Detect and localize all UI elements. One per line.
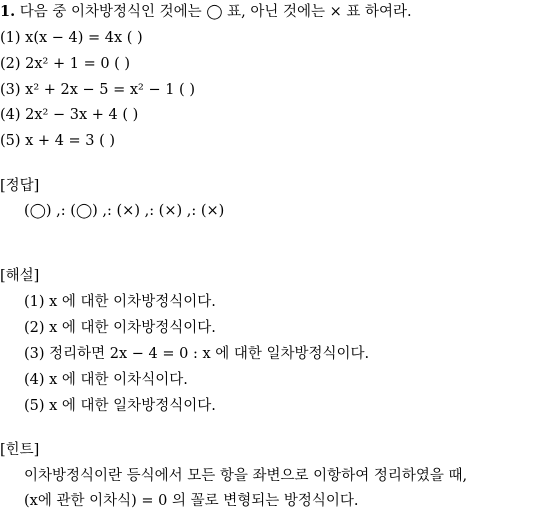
answer-heading: [정답] bbox=[0, 178, 40, 194]
question-item-5: (5) x + 4 = 3 ( ) bbox=[0, 133, 116, 149]
question-prompt: 다음 중 이차방정식인 것에는 ◯ 표, 아닌 것에는 × 표 하여라. bbox=[19, 4, 412, 20]
question-number: 1. bbox=[0, 3, 16, 20]
explanation-line-4: (4) x 에 대한 이차식이다. bbox=[24, 372, 188, 388]
question-heading bbox=[0, 2, 412, 22]
question-item-2: (2) 2x² + 1 = 0 ( ) bbox=[0, 56, 131, 72]
hint-line-2: (x에 관한 이차식) = 0 의 꼴로 변형되는 방정식이다. bbox=[24, 493, 359, 509]
hint-heading: [힌트] bbox=[0, 442, 40, 458]
answer-text: (◯) ,: (◯) ,: (×) ,: (×) ,: (×) bbox=[24, 203, 225, 219]
hint-line-1: 이차방정식이란 등식에서 모든 항을 좌변으로 이항하여 정리하였을 때, bbox=[24, 468, 468, 484]
question-item-3: (3) x² + 2x − 5 = x² − 1 ( ) bbox=[0, 82, 195, 98]
explanation-line-2: (2) x 에 대한 이차방정식이다. bbox=[24, 320, 216, 336]
explanation-line-1: (1) x 에 대한 이차방정식이다. bbox=[24, 294, 216, 310]
question-item-1: (1) x(x − 4) = 4x ( ) bbox=[0, 30, 143, 46]
explanation-line-5: (5) x 에 대한 일차방정식이다. bbox=[24, 398, 216, 414]
question-item-4: (4) 2x² − 3x + 4 ( ) bbox=[0, 107, 139, 123]
explanation-heading: [해설] bbox=[0, 268, 40, 284]
explanation-line-3: (3) 정리하면 2x − 4 = 0 : x 에 대한 일차방정식이다. bbox=[24, 346, 370, 362]
